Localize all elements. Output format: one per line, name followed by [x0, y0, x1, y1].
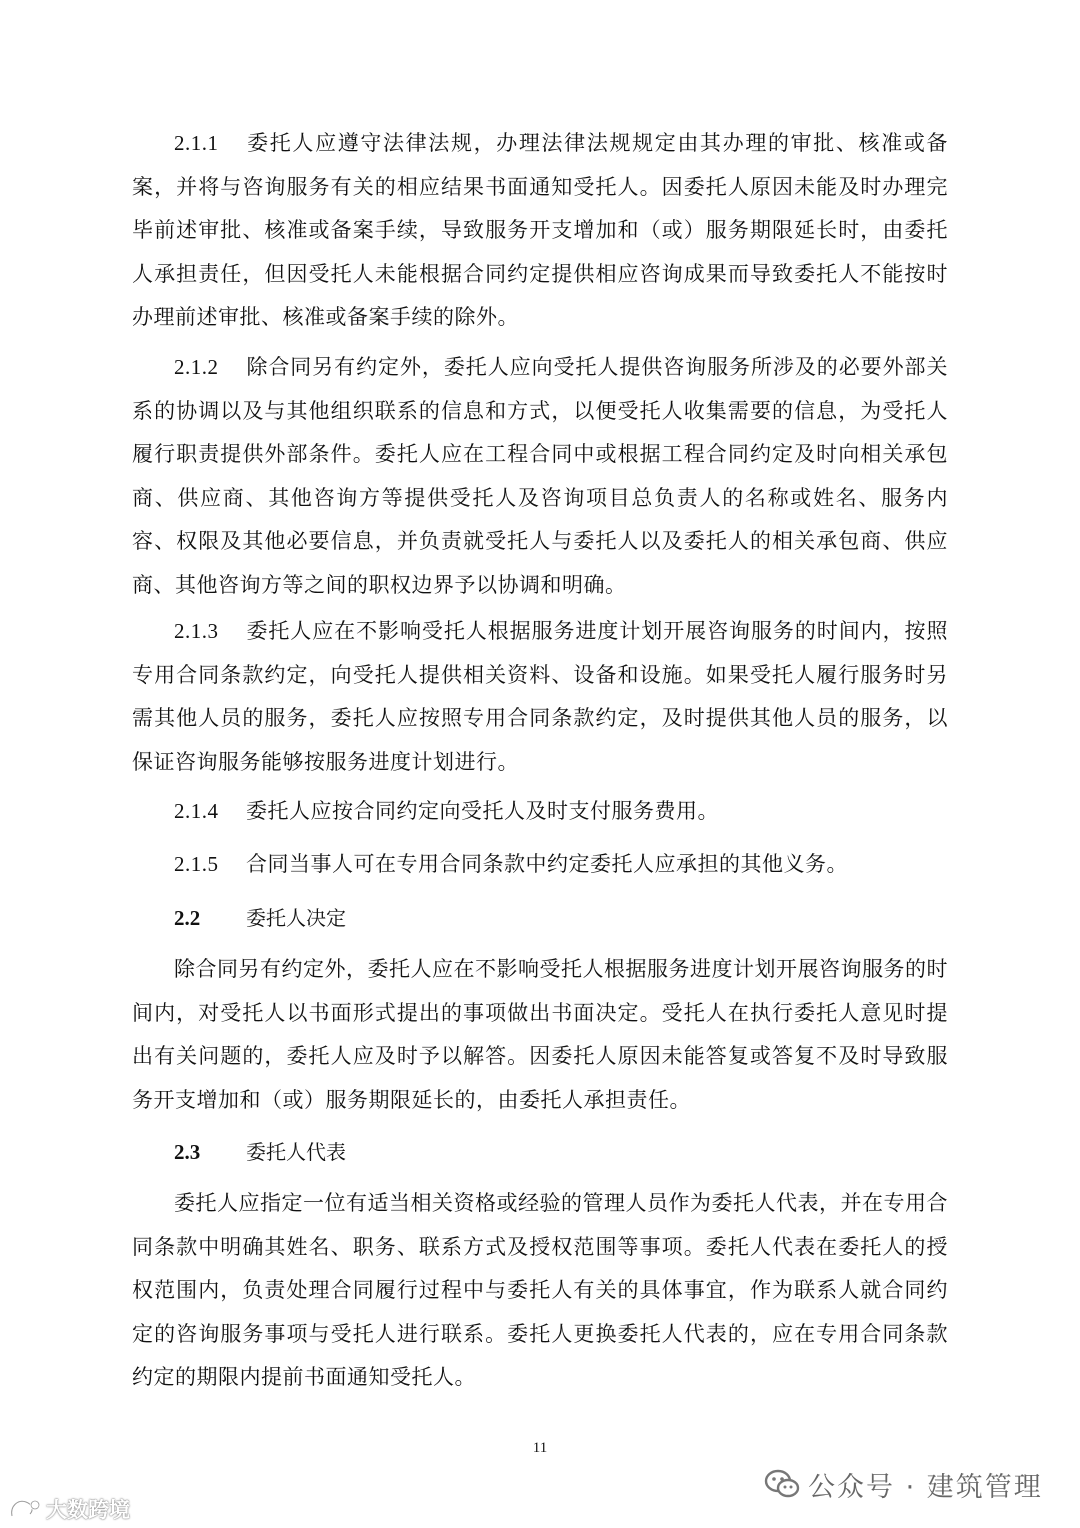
page-number: 11 — [532, 1440, 548, 1456]
section-heading-2-3 — [174, 1132, 346, 1172]
section-number: 2.3 — [174, 1140, 201, 1164]
clause-number: 2.1.1 — [174, 131, 219, 155]
watermark-brand — [8, 1492, 130, 1526]
clause-2-1-1 — [132, 122, 948, 340]
clause-text: 委托人应在不影响受托人根据服务进度计划开展咨询服务的时间内，按照专用合同条款约定，向受托人提供相关资料、设备和设施。如果受托人履行服务时另需其他人员的服务，委托人应按照专用合同条款约定，及时提供其他人员的服务，以保证咨询服务能够按服务进度计划进行。 — [132, 619, 948, 774]
section-title: 委托人决定 — [246, 906, 346, 930]
clause-2-1-4 — [132, 790, 948, 834]
clause-number: 2.1.4 — [174, 799, 219, 823]
clause-number: 2.1.5 — [174, 852, 219, 876]
clause-2-1-5 — [132, 843, 948, 887]
section-body-2-3: 委托人应指定一位有适当相关资格或经验的管理人员作为委托人代表，并在专用合同条款中明确其姓名、职务、联系方式及授权范围等事项。委托人代表在委托人的授权范围内，负责处理合同履行过程中与委托人有关的具体事宜，作为联系人就合同约定的咨询服务事项与受托人进行联系。委托人更换委托人代表的，应在专用合同条款约定的期限内提前书面通知受托人。 — [132, 1191, 948, 1389]
brand-logo-icon — [8, 1496, 42, 1522]
section-title: 委托人代表 — [246, 1140, 346, 1164]
clause-number: 2.1.3 — [174, 619, 219, 643]
brand-text: 大数跨境 — [46, 1498, 130, 1522]
watermark-text: 公众号 · 建筑管理 — [808, 1471, 1043, 1503]
clause-text: 除合同另有约定外，委托人应向受托人提供咨询服务所涉及的必要外部关系的协调以及与其他组织联系的信息和方式，以便受托人收集需要的信息，为受托人履行职责提供外部条件。委托人应在工程合同中或根据工程合同约定及时向相关承包商、供应商、其他咨询方等提供受托人及咨询项目总负责人的名称或姓名、服务内容、权限及其他必要信息，并负责就受托人与委托人以及委托人的相关承包商、供应商、其他咨询方等之间的职权边界予以协调和明确。 — [132, 355, 948, 597]
clause-number: 2.1.2 — [174, 355, 219, 379]
clause-2-1-3 — [132, 610, 948, 784]
clause-2-1-2 — [132, 346, 948, 607]
clause-text: 合同当事人可在专用合同条款中约定委托人应承担的其他义务。 — [246, 852, 848, 876]
clause-text: 委托人应按合同约定向受托人及时支付服务费用。 — [246, 799, 719, 823]
section-heading-2-2 — [174, 898, 346, 938]
section-body-2-2: 除合同另有约定外，委托人应在不影响受托人根据服务进度计划开展咨询服务的时间内，对受托人以书面形式提出的事项做出书面决定。受托人在执行委托人意见时提出有关问题的，委托人应及时予以解答。因委托人原因未能答复或答复不及时导致服务开支增加和（或）服务期限延长的，由委托人承担责任。 — [132, 957, 948, 1112]
wechat-icon — [764, 1468, 800, 1500]
watermark-wechat — [764, 1462, 1043, 1506]
clause-text: 委托人应遵守法律法规，办理法律法规规定由其办理的审批、核准或备案，并将与咨询服务有关的相应结果书面通知受托人。因委托人原因未能及时办理完毕前述审批、核准或备案手续，导致服务开支增加和（或）服务期限延长时，由委托人承担责任，但因受托人未能根据合同约定提供相应咨询成果而导致委托人不能按时办理前述审批、核准或备案手续的除外。 — [132, 131, 948, 329]
section-number: 2.2 — [174, 906, 201, 930]
